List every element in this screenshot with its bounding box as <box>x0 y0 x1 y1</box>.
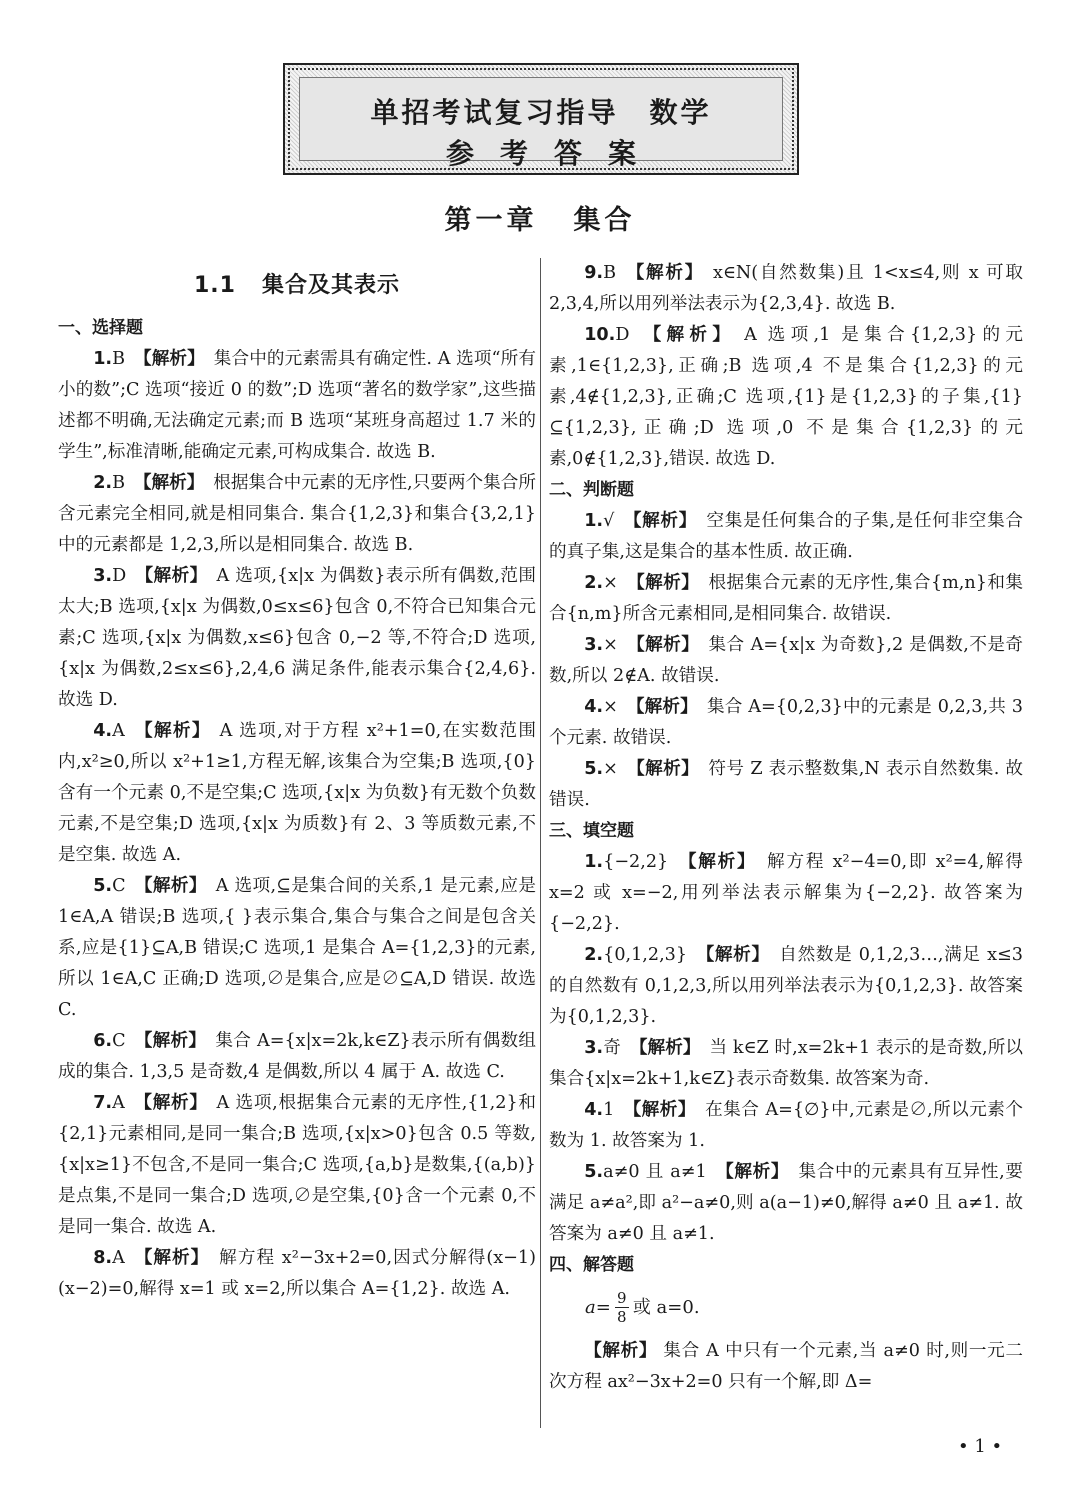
analysis-tag: 【解析】 <box>629 1038 701 1058</box>
item-answer: {−2,2} <box>603 852 669 872</box>
answer-item <box>58 344 536 468</box>
analysis-tag: 【解析】 <box>623 511 697 531</box>
answer-item <box>549 754 1023 816</box>
item-explanation: 集合中的元素需具有确定性. A 选项“所有小的数”;C 选项“接近 0 的数”;D 选项“著名的数学家”,这些描述都不明确,无法确定元素;而 B 选项“某班身高超过 1.7 米的学生”,标准清晰,能确定元素,可构成集合. 故选 B. <box>58 349 536 462</box>
item-explanation: 集合 A={x|x 为奇数},2 是偶数,不是奇数,所以 2∉A. 故错误. <box>549 635 1023 686</box>
analysis-tag: 【解析】 <box>134 1031 207 1051</box>
item-answer: B <box>603 263 617 283</box>
section-number: 1.1 <box>194 273 236 298</box>
analysis-tag: 【解析】 <box>677 852 757 872</box>
answer-item <box>58 1243 536 1305</box>
item-answer: × <box>603 635 618 655</box>
answer-item <box>549 568 1023 630</box>
answer-item <box>58 1088 536 1243</box>
chapter-number: 第一章 <box>444 205 538 236</box>
analysis-tag: 【解析】 <box>626 573 700 593</box>
title-banner-inner <box>299 77 783 170</box>
chapter-title <box>0 198 1080 237</box>
analysis-tag: 【解析】 <box>626 697 698 717</box>
item-number: 7. <box>93 1093 113 1113</box>
answer-item <box>549 692 1023 754</box>
book-title: 单招考试复习指导 数学 <box>370 96 712 129</box>
analysis-tag: 【解析】 <box>133 1248 210 1268</box>
item-answer: A <box>112 1248 125 1268</box>
item-answer: C <box>112 1031 126 1051</box>
item-explanation: 集合中的元素具有互异性,要满足 a≠a²,即 a²−a≠0,则 a(a−1)≠0,解得 a≠0 且 a≠1. 故答案为 a≠0 且 a≠1. <box>549 1162 1023 1244</box>
item-number: 9. <box>584 263 604 283</box>
fill-items <box>549 847 1023 1250</box>
item-answer: × <box>603 697 618 717</box>
answer-item <box>58 716 536 871</box>
heading-fill: 三、填空题 <box>549 821 634 841</box>
analysis-tag: 【解析】 <box>133 473 205 493</box>
item-number: 3. <box>584 635 604 655</box>
item-explanation: 集合 A={x|x=2k,k∈Z}表示所有偶数组成的集合. 1,3,5 是奇数,4 是偶数,所以 4 属于 A. 故选 C. <box>58 1031 536 1082</box>
item-answer: 奇 <box>603 1038 621 1058</box>
answer-item <box>549 320 1023 475</box>
analysis-tag: 【解析】 <box>134 876 207 896</box>
item-number: 3. <box>93 566 113 586</box>
fraction-numerator: 9 <box>617 1289 627 1307</box>
explanation-text: 集合 A 中只有一个元素,当 a≠0 时,则一元二次方程 ax²−3x+2=0 只有一个解,即 Δ= <box>549 1341 1024 1392</box>
item-number: 2. <box>584 945 604 965</box>
analysis-tag: 【解析】 <box>623 1100 696 1120</box>
item-number: 5. <box>93 876 113 896</box>
analysis-tag: 【解析】 <box>715 1162 790 1182</box>
formula-lhs: a= <box>585 1297 611 1318</box>
item-number: 1. <box>584 852 604 872</box>
item-explanation: A 选项,⊆是集合间的关系,1 是元素,应是 1∈A,A 错误;B 选项,{ }表示集合,集合与集合之间是包含关系,应是{1}⊆A,B 错误;C 选项,1 是集合 A={1,2,3}的元素,所以 1∈A,C 正确;D 选项,∅是集合,应是∅⊆A,D 错误. 故选 C. <box>58 876 536 1020</box>
item-answer: A <box>112 721 125 741</box>
item-answer: × <box>603 573 618 593</box>
item-explanation: A 选项,根据集合元素的无序性,{1,2}和{2,1}元素相同,是同一集合;B 选项,{x|x>0}包含 0.5 等数,{x|x≥1}不包含,不是同一集合;C 选项,{a,b}是数集,{(a,b)}是点集,不是同一集合;D 选项,∅是空集,{0}含一个元素 0,不是同一集合. 故选 A. <box>58 1093 536 1237</box>
fraction-denominator: 8 <box>617 1308 627 1326</box>
choice-items-cont <box>549 258 1023 475</box>
item-explanation: 根据集合元素的无序性,集合{m,n}和集合{n,m}所含元素相同,是相同集合. 故错误. <box>549 573 1023 624</box>
item-answer: √ <box>603 511 615 531</box>
choice-items <box>58 344 536 1305</box>
answer-item <box>549 1033 1023 1095</box>
section-name: 集合及其表示 <box>261 273 400 298</box>
analysis-tag: 【解析】 <box>133 1093 208 1113</box>
analysis-tag: 【解析】 <box>626 759 700 779</box>
item-explanation: 解方程 x²−4=0,即 x²=4,解得 x=2 或 x=−2,用列举法表示解集为{−2,2}. 故答案为{−2,2}. <box>549 852 1023 934</box>
item-explanation: 解方程 x²−3x+2=0,因式分解得(x−1)(x−2)=0,解得 x=1 或 x=2,所以集合 A={1,2}. 故选 A. <box>58 1248 536 1299</box>
item-explanation: 根据集合中元素的无序性,只要两个集合所含元素完全相同,就是相同集合. 集合{1,2,3}和集合{3,2,1}中的元素都是 1,2,3,所以是相同集合. 故选 B. <box>58 473 536 555</box>
answer-item <box>58 1026 536 1088</box>
item-number: 1. <box>93 349 113 369</box>
answer-item <box>549 1095 1023 1157</box>
item-number: 2. <box>93 473 113 493</box>
item-answer: 1 <box>603 1100 615 1120</box>
title-banner <box>283 63 799 175</box>
heading-choice: 一、选择题 <box>58 318 143 338</box>
judgement-items <box>549 506 1023 816</box>
analysis-tag: 【解析】 <box>626 635 700 655</box>
analysis-tag: 【解析】 <box>695 945 770 965</box>
item-number: 6. <box>93 1031 113 1051</box>
answer-item <box>58 561 536 716</box>
item-answer: D <box>615 325 630 345</box>
item-answer: C <box>112 876 126 896</box>
answer-item <box>549 940 1023 1033</box>
item-explanation: A 选项,对于方程 x²+1=0,在实数范围内,x²≥0,所以 x²+1≥1,方程无解,该集合为空集;B 选项,{0}含有一个元素 0,不是空集;C 选项,{x|x 为负数}有无数个负数元素,不是空集;D 选项,{x|x 为质数}有 2、3 等质数元素,不是空集. 故选 A. <box>58 721 536 865</box>
answer-item <box>549 506 1023 568</box>
item-number: 1. <box>584 511 604 531</box>
solution-explanation <box>549 1336 1023 1398</box>
answer-key-title: 参考答案 <box>445 137 662 170</box>
item-number: 3. <box>584 1038 604 1058</box>
analysis-tag: 【解析】 <box>135 566 208 586</box>
item-answer: D <box>112 566 127 586</box>
item-answer: a≠0 且 a≠1 <box>603 1162 707 1182</box>
item-number: 2. <box>584 573 604 593</box>
item-answer: B <box>112 473 126 493</box>
item-number: 5. <box>584 1162 604 1182</box>
item-number: 5. <box>584 759 604 779</box>
analysis-tag: 【解析】 <box>584 1341 658 1361</box>
analysis-tag: 【解析】 <box>133 349 205 369</box>
item-explanation: 符号 Z 表示整数集,N 表示自然数集. 故错误. <box>549 759 1023 810</box>
item-explanation: A 选项,1 是集合{1,2,3}的元素,1∈{1,2,3},正确;B 选项,4 不是集合{1,2,3}的元素,4∉{1,2,3},正确;C 选项,{1}是{1,2,3}的子集,{1}⊆{1,2,3},正确;D 选项,0 不是集合{1,2,3}的元素,0∉{1,2,3},错误. 故选 D. <box>549 325 1023 469</box>
item-explanation: 在集合 A={∅}中,元素是∅,所以元素个数为 1. 故答案为 1. <box>549 1100 1023 1151</box>
left-column <box>58 264 536 1305</box>
chapter-name: 集合 <box>573 205 636 236</box>
answer-formula <box>585 1289 1023 1326</box>
answer-item <box>549 630 1023 692</box>
heading-answer: 四、解答题 <box>549 1255 634 1275</box>
item-number: 10. <box>584 325 616 345</box>
item-explanation: 空集是任何集合的子集,是任何非空集合的真子集,这是集合的基本性质. 故正确. <box>549 511 1023 562</box>
formula-rest: 或 a=0. <box>632 1297 700 1318</box>
analysis-tag: 【解析】 <box>624 263 705 283</box>
item-explanation: 集合 A={0,2,3}中的元素是 0,2,3,共 3 个元素. 故错误. <box>549 697 1023 748</box>
answer-item <box>58 871 536 1026</box>
item-explanation: 自然数是 0,1,2,3…,满足 x≤3 的自然数有 0,1,2,3,所以用列举法表示为{0,1,2,3}. 故答案为{0,1,2,3}. <box>549 945 1023 1027</box>
item-explanation: A 选项,{x|x 为偶数}表示所有偶数,范围太大;B 选项,{x|x 为偶数,0≤x≤6}包含 0,不符合已知集合元素;C 选项,{x|x 为偶数,x≤6}包含 0,−2 等,不符合;D 选项,{x|x 为偶数,2≤x≤6},2,4,6 满足条件,能表示集合{2,4,6}. 故选 D. <box>58 566 536 710</box>
item-answer: A <box>112 1093 125 1113</box>
analysis-tag: 【解析】 <box>133 721 211 741</box>
item-answer: B <box>112 349 126 369</box>
analysis-tag: 【解析】 <box>638 325 736 345</box>
item-explanation: 当 k∈Z 时,x=2k+1 表示的是奇数,所以集合{x|x=2k+1,k∈Z}表示奇数集. 故答案为奇. <box>549 1038 1023 1089</box>
heading-judgement: 二、判断题 <box>549 480 634 500</box>
item-number: 4. <box>584 697 604 717</box>
answer-item <box>549 258 1023 320</box>
item-explanation: x∈N(自然数集)且 1<x≤4,则 x 可取 2,3,4,所以用列举法表示为{2,3,4}. 故选 B. <box>549 263 1023 314</box>
column-divider <box>540 258 541 1428</box>
item-number: 4. <box>584 1100 604 1120</box>
page-number: • 1 • <box>958 1436 1003 1457</box>
item-answer: × <box>603 759 618 779</box>
section-title <box>58 270 536 301</box>
item-number: 8. <box>93 1248 113 1268</box>
right-column <box>549 258 1023 1398</box>
answer-item <box>58 468 536 561</box>
fraction <box>615 1289 629 1326</box>
item-number: 4. <box>93 721 113 741</box>
item-answer: {0,1,2,3} <box>603 945 688 965</box>
answer-item <box>549 1157 1023 1250</box>
answer-item <box>549 847 1023 940</box>
